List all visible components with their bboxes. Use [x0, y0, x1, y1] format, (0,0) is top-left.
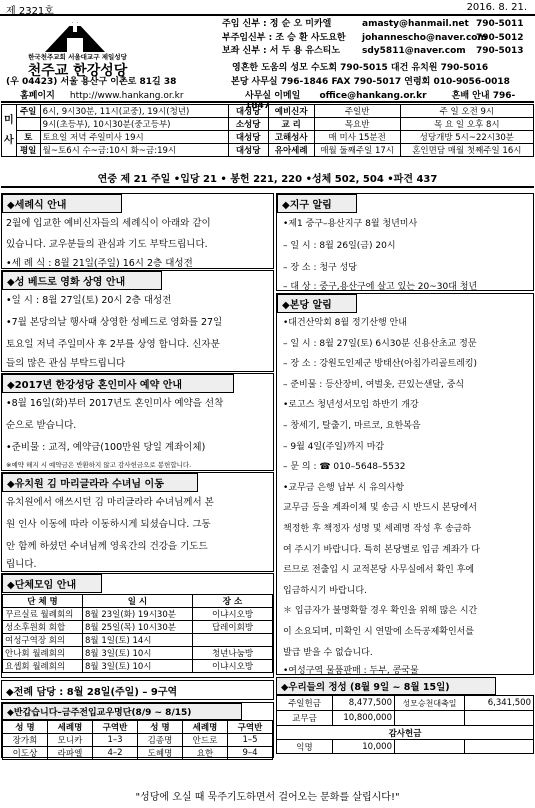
- mass-cell: 목 요 일 오후 8시: [400, 118, 533, 131]
- mass-cell: 대성당: [228, 105, 268, 118]
- notice-line: 유치원에서 애쓰시던 김 마리글라라 수녀님께서 본: [6, 497, 214, 508]
- notice-line: •제1 중구–용산지구 8월 청년미사: [283, 219, 418, 229]
- notice-line: ＊ 입금자가 불명확할 경우 확인을 위해 많은 시간: [283, 606, 478, 617]
- notice-line: •8월 16일(화)부터 2017년도 혼인미사 예약을 선착: [6, 398, 224, 409]
- notice-line: 교무금 등을 계좌이체 및 송금 시 반드시 본당에서: [283, 503, 477, 514]
- mass-cell: 혼인면담 매월 첫째주일 16시: [400, 144, 533, 157]
- notice-line: 안 함께 하셨던 수녀님께 영육간의 건강을 기도드: [6, 541, 208, 552]
- table-cell: 이냐시오방: [193, 660, 273, 673]
- table-cell: [395, 740, 465, 754]
- table-cell: 8월 3일(토) 10시: [83, 647, 193, 660]
- new-parishioners: [1, 702, 274, 758]
- table-cell: 요한: [183, 747, 228, 760]
- staff-email[interactable]: sdy5811@naver.com: [362, 46, 466, 56]
- table-row: [3, 608, 273, 621]
- notice-line: 이 소요되며, 미확인 시 연말에 소득공제확인서를: [283, 626, 475, 637]
- mass-cell: 매 미사 15분전: [314, 131, 400, 144]
- notice-line: •로고스 청년성서모임 하반기 개강: [283, 400, 419, 411]
- offering-table: [276, 695, 534, 754]
- address: 서울 용산구 이촌로 81길 38: [60, 77, 177, 87]
- notice-line: •대건산악회 8월 정기산행 안내: [283, 318, 407, 328]
- staff-row: 주임 신부 : 정 순 오 미카엘 amasty@hanmail.net 790-5011: [222, 18, 532, 32]
- issue-number: 제 2321호: [6, 6, 54, 17]
- table-cell: 8월 3일(토) 10시: [83, 660, 193, 673]
- notice-line: – 장 소 : 강원도인제군 방태산(아침가리골트레킹): [283, 359, 478, 370]
- contact-row-2: 본당 사무실 796-1846 FAX 790-5017 연령회 010-9056-0018: [231, 77, 510, 87]
- notice-line: •일 시 : 8월 27일(토) 20시 2층 대성전: [6, 295, 172, 306]
- notice-line: – 장 소 : 청구 성당: [283, 263, 358, 273]
- mass-cell: 주일: [16, 105, 40, 118]
- staff-role: 부주임신부: [222, 32, 266, 43]
- staff-email[interactable]: amasty@hanmail.net: [362, 19, 469, 29]
- notice-line: 책정한 후 책정자 성명 및 세례명 작성 후 송금하: [283, 523, 472, 534]
- mass-cell: 평일: [16, 144, 40, 157]
- nun-notice: [1, 472, 274, 572]
- table-cell: 라파엘: [48, 747, 93, 760]
- notice-line: 발급 받을 수 없습니다.: [283, 647, 373, 658]
- table-header: [3, 595, 273, 608]
- table-cell: 10,800,000: [333, 711, 395, 726]
- notice-line: – 일 시 : 8월 27일(토) 6시30분 신용산초교 정문: [283, 338, 477, 349]
- table-row: [277, 696, 534, 711]
- mass-row: [2, 118, 534, 131]
- table-cell: [395, 711, 465, 726]
- table-cell: 안드로: [183, 734, 228, 747]
- district-notice: [276, 193, 534, 291]
- notice-line: – 9월 4일(주일)까지 마감: [283, 441, 385, 452]
- notice-line: – 대 상 : 중구,용산구에 살고 있는 20~30대 청년: [283, 282, 478, 292]
- staff-email[interactable]: johannescho@naver.com: [362, 32, 487, 43]
- section-title: ◆지구 알림: [277, 194, 357, 213]
- issue-date: 2016. 8. 21.: [466, 2, 527, 13]
- col-header: 단 체 명: [3, 595, 83, 608]
- table-cell: 익명: [277, 740, 333, 754]
- table-cell: 8,477,500: [333, 696, 395, 711]
- table-cell: [193, 634, 273, 647]
- church-logo: [45, 18, 105, 55]
- table-header: [3, 721, 273, 734]
- col-header: 세례명: [48, 721, 93, 734]
- mass-cell: 대성당: [228, 144, 268, 157]
- notice-line: – 일 시 : 8월 26일(금) 20시: [283, 241, 396, 251]
- newcomer-table: [2, 720, 273, 760]
- table-cell: 교무금: [277, 711, 333, 726]
- group-meetings: [1, 573, 274, 678]
- mass-cell: 유아세례: [268, 144, 314, 157]
- notice-line: 르므로 전출입 시 교적본당 사무실에서 확인 후에: [283, 565, 475, 576]
- mass-row: [2, 144, 534, 157]
- mass-cell: [16, 118, 40, 131]
- table-cell: 도혜명: [138, 747, 183, 760]
- mass-top-rule: [1, 101, 534, 103]
- contact-row-1: 영혼한 도움의 성모 수도회 790-5015 대건 유치원 790-5016: [232, 63, 489, 73]
- notice-line: •세 례 식 : 8월 21일(주일) 16시 2층 대성전: [6, 258, 193, 269]
- office-email-label: 사무실 이메일: [245, 91, 301, 101]
- movie-notice: [1, 270, 274, 372]
- table-cell: 요셉회 월례회의: [3, 660, 83, 673]
- address-line: [6, 74, 176, 87]
- notice-line: •교무금 은행 납부 시 유의사항: [283, 482, 405, 493]
- mass-cell: 고해성사: [268, 131, 314, 144]
- table-cell: 이도상: [3, 747, 48, 760]
- table-cell: 성소후원회 회합: [3, 621, 83, 634]
- table-cell: 꾸르실료 월례회의: [3, 608, 83, 621]
- group-table: [2, 594, 273, 673]
- table-cell: 1–5: [228, 734, 273, 747]
- table-row: [3, 747, 273, 760]
- table-cell: 장가희: [3, 734, 48, 747]
- notice-line: – 문 의 : ☎ 010–5648–5532: [283, 462, 406, 473]
- section-title: ◆단체모임 안내: [2, 574, 102, 593]
- church-building-icon: [45, 18, 105, 52]
- section-title: ◆우리들의 정성 (8월 9일 ~ 8월 15일): [276, 677, 496, 695]
- notice-line: 여 주시기 바랍니다. 특히 본당별로 입금 계좌가 다: [283, 544, 480, 555]
- col-header: 구역반: [93, 721, 138, 734]
- table-row: [3, 634, 273, 647]
- table-cell: 8월 1일(토) 14시: [83, 634, 193, 647]
- col-header: 성 명: [3, 721, 48, 734]
- table-cell: 1–3: [93, 734, 138, 747]
- mass-cell: 월~토6시 수~금:10시 화~금:19시: [40, 144, 228, 157]
- section-title: ◆2017년 한강성당 혼인미사 예약 안내: [2, 374, 234, 393]
- mass-row: [2, 105, 534, 118]
- notice-line: 토요일 저녁 주일미사 후 2부를 상영 합니다. 신자분: [6, 339, 220, 350]
- mass-cell: 성당개방 5시~22시30분: [400, 131, 533, 144]
- notice-line: •준비물 : 교적, 예약금(100만원 당일 계좌이체): [6, 442, 206, 453]
- parish-subtitle: 한국천주교회 서울대교구 제일성당: [28, 53, 127, 61]
- section-title: ◆본당 알림: [277, 294, 357, 313]
- staff-role: 주임 신부: [222, 19, 260, 29]
- notice-line: 있습니다. 교우분들의 관심과 기도 부탁드립니다.: [6, 239, 208, 250]
- office-email[interactable]: office@hankang.or.kr: [319, 91, 427, 101]
- table-cell: 이냐시오방: [193, 608, 273, 621]
- table-cell: 청년나눔방: [193, 647, 273, 660]
- homepage-link[interactable]: http://www.hankang.or.kr: [69, 91, 184, 101]
- notice-line: 원 인사 이동에 따라 이동하시게 되셨습니다. 그동: [6, 519, 211, 530]
- col-header: 장 소: [193, 595, 273, 608]
- mass-cell: 목요반: [314, 118, 400, 131]
- table-cell: 주일헌금: [277, 696, 333, 711]
- table-cell: 답레이회방: [193, 621, 273, 634]
- mass-cell: 6시, 9시30분, 11시(교중), 19시(청년): [40, 105, 228, 118]
- section-title: ◆반갑습니다–금주전입교우명단(8/9 ~ 8/15): [2, 703, 242, 720]
- mass-cell: 교 리: [268, 118, 314, 131]
- table-cell: 모니카: [48, 734, 93, 747]
- table-cell: 성모승천대축일: [395, 696, 465, 711]
- mass-cell: 주 일 오전 9시: [400, 105, 533, 118]
- mass-cell: 9시(초등부), 10시30분(중고등부): [40, 118, 228, 131]
- notice-line: 입금하시기 바랍니다.: [283, 585, 367, 596]
- thanks-header: 감사헌금: [277, 726, 534, 740]
- mass-schedule-table: [1, 104, 534, 157]
- table-cell: [465, 740, 534, 754]
- staff-row: 부주임신부 : 조 승 환 사도요한 johannescho@naver.com 790-5012: [222, 32, 532, 46]
- notice-line: 2월에 입교한 예비신자들의 세례식이 아래와 같이: [6, 218, 211, 229]
- staff-name: 서 두 용 유스티노: [269, 46, 341, 56]
- staff-name: 조 승 환 사도요한: [275, 32, 346, 43]
- table-row: [3, 660, 273, 673]
- mass-cell: 대성당: [228, 131, 268, 144]
- notice-line: – 창세기, 탈출기, 마르코, 요한복음: [283, 420, 421, 431]
- table-row: [277, 711, 534, 726]
- staff-list: [222, 18, 532, 59]
- parish-news: [276, 293, 534, 675]
- table-cell: 김종명: [138, 734, 183, 747]
- notice-line: 들의 많은 관심 부탁드립니다: [6, 358, 126, 369]
- table-cell: 6,341,500: [465, 696, 534, 711]
- liturgy-duty: ◆전례 담당 : 8월 28일(주일) – 9구역: [1, 680, 274, 700]
- notice-line: •7월 본당의날 행사때 상영한 성베드로 영화를 27일: [6, 317, 223, 328]
- wedding-info: 혼배 안내 796-1847: [245, 91, 516, 111]
- table-cell: 8월 25일(목) 10시30분: [83, 621, 193, 634]
- notice-line: 순으로 받습니다.: [6, 420, 77, 431]
- staff-row: 보좌 신부 : 서 두 용 유스티노 sdy5811@naver.com 790-5013: [222, 45, 532, 59]
- mass-cell: 토: [16, 131, 40, 144]
- baptism-notice: [1, 193, 274, 269]
- top-rule: [0, 14, 535, 16]
- table-cell: 8월 23일(화) 19시30분: [83, 608, 193, 621]
- staff-phone: 790-5011: [476, 19, 524, 29]
- col-header: 구역반: [228, 721, 273, 734]
- footer-slogan: "성당에 오실 때 묵주기도하면서 걸어오는 문화를 살립시다!": [135, 792, 400, 803]
- section-title: ◆성 베드로 영화 상영 안내: [2, 271, 162, 290]
- mass-row: [2, 131, 534, 144]
- table-cell: 9–4: [228, 747, 273, 760]
- mass-label: 미 사: [2, 105, 17, 157]
- table-row: [3, 621, 273, 634]
- parish-name: 천주교 한강성당: [27, 63, 128, 79]
- offerings: [276, 677, 534, 754]
- section-title: ◆유치원 김 마리글라라 수녀님 이동: [2, 473, 198, 492]
- table-row: [277, 740, 534, 754]
- staff-role: 보좌 신부: [222, 46, 260, 56]
- table-row: [3, 734, 273, 747]
- homepage-label: 홈페이지: [20, 91, 55, 101]
- mass-cell: 예비신자: [268, 105, 314, 118]
- wedding-notice: [1, 373, 274, 471]
- staff-phone: 790-5012: [476, 32, 524, 43]
- table-cell: 안나회 월례회의: [3, 647, 83, 660]
- col-header: 일 시: [83, 595, 193, 608]
- homepage-line: [20, 88, 184, 101]
- notice-line: •여성구역 물품판매 : 두부, 콩국물: [283, 666, 419, 677]
- mass-cell: 소성당: [228, 118, 268, 131]
- table-cell: 여성구역장 회의: [3, 634, 83, 647]
- mass-cell: 주일반: [314, 105, 400, 118]
- staff-phone: 790-5013: [476, 46, 524, 56]
- table-cell: [465, 711, 534, 726]
- postal-code: (우 04423): [6, 77, 58, 87]
- mass-cell: 매월 둘째주일 17시: [314, 144, 400, 157]
- weekly-stats: 연중 제 21 주일 •입당 21 • 봉헌 221, 220 •성체 502, 504 •파견 437: [1, 172, 534, 188]
- notice-line: 립니다.: [6, 559, 37, 570]
- mass-cell: 토요일 저녁 주일미사 19시: [40, 131, 228, 144]
- notice-note: ※예약 해지 시 예약금은 반환하지 않고 감사헌금으로 봉헌합니다.: [6, 461, 192, 469]
- table-row: [3, 647, 273, 660]
- notice-line: – 준비물 : 등산장비, 여벌옷, 끈있는샌달, 중식: [283, 379, 465, 390]
- col-header: 세례명: [183, 721, 228, 734]
- table-row: [277, 726, 534, 740]
- table-cell: 4–2: [93, 747, 138, 760]
- col-header: 성 명: [138, 721, 183, 734]
- table-cell: 10,000: [333, 740, 395, 754]
- section-title: ◆세례식 안내: [2, 194, 122, 213]
- staff-name: 정 순 오 미카엘: [269, 19, 332, 29]
